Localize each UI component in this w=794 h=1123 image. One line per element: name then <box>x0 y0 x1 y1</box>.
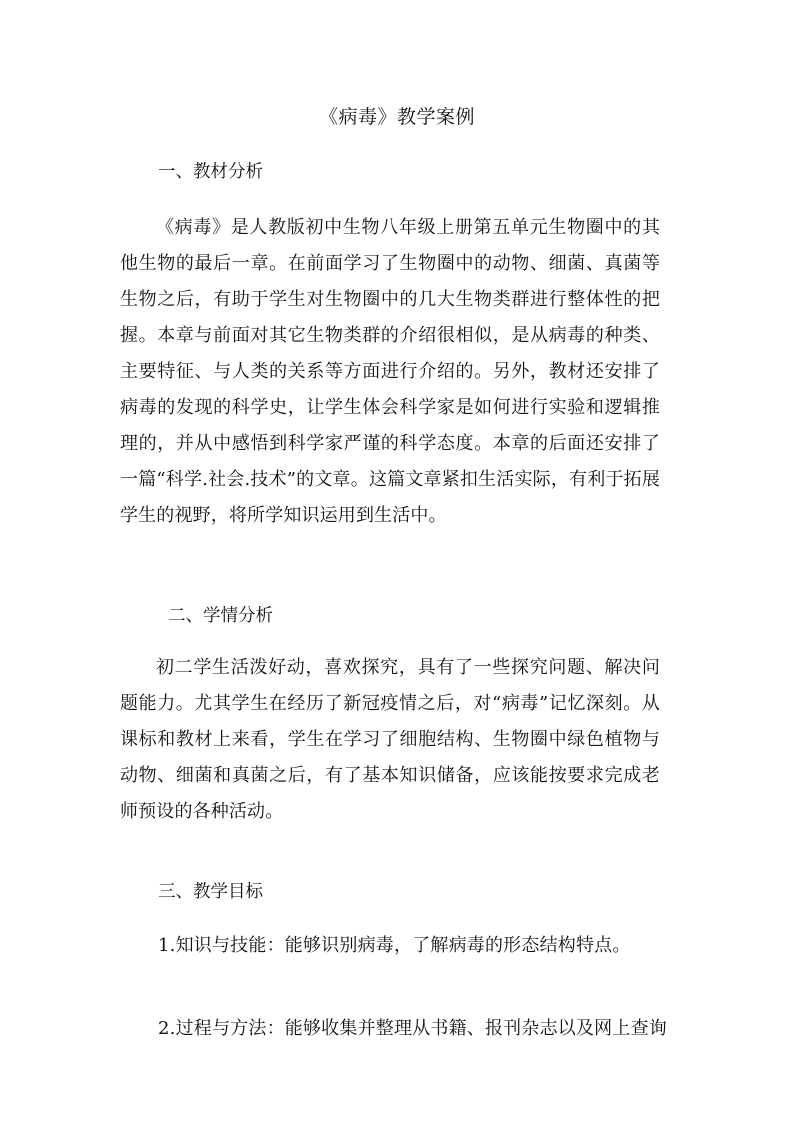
paragraph-learner-analysis: 初二学生活泼好动，喜欢探究，具有了一些探究问题、解决问题能力。尤其学生在经历了新冠疫情之后，对“病毒”记忆深刻。从课标和教材上来看，学生在学习了细胞结构、生物圈中绿色植物与动物、细菌和真菌之后，有了基本知识储备，应该能按要求完成老师预设的各种活动。 <box>120 657 660 822</box>
objective-item: 2.过程与方法：能够收集并整理从书籍、报刊杂志以及网上查询 <box>158 1018 667 1039</box>
section-heading-learner-analysis: 二、学情分析 <box>168 606 273 626</box>
paragraph-textbook-analysis: 《病毒》是人教版初中生物八年级上册第五单元生物圈中的其他生物的最后一章。在前面学习了生物圈中的动物、细菌、真菌等生物之后，有助于学生对生物圈中的几大生物类群进行整体性的把握。本章与前面对其它生物类群的介绍很相似，是从病毒的种类、主要特征、与人类的关系等方面进行介绍的。另外，教材还安排了病毒的发现的科学史，让学生体会科学家是如何进行实验和逻辑推理的，并从中感悟到科学家严谨的科学态度。本章的后面还安排了一篇“科学.社会.技术”的文章。这篇文章紧扣生活实际，有利于拓展学生的视野，将所学知识运用到生活中。 <box>120 217 660 526</box>
document-title: 《病毒》教学案例 <box>318 106 475 128</box>
section-heading-textbook-analysis: 一、教材分析 <box>158 162 263 182</box>
section-heading-teaching-objectives: 三、教学目标 <box>158 882 263 902</box>
objective-item: 1.知识与技能：能够识别病毒，了解病毒的形态结构特点。 <box>158 935 631 956</box>
